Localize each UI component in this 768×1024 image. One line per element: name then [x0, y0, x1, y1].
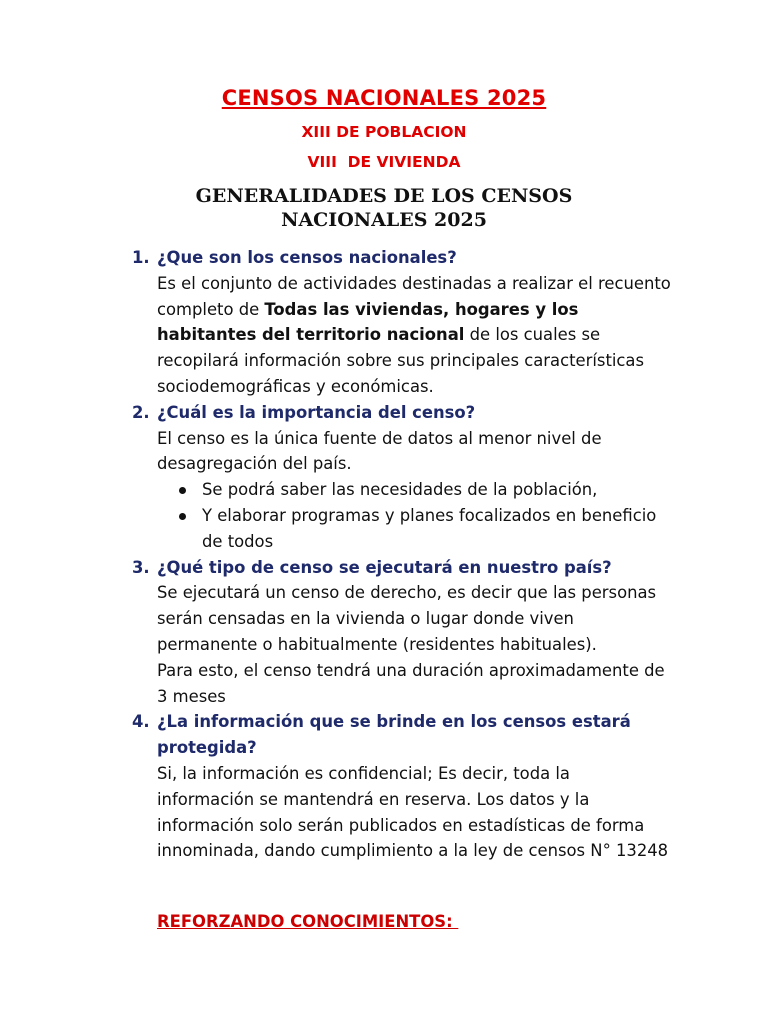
list-item-3 — [132, 555, 672, 710]
list-item-1 — [132, 245, 672, 400]
answer-part: Es el conjunto de actividades destinadas a realizar el recuento completo de — [157, 273, 671, 319]
answer-text — [157, 271, 672, 400]
bullet-text: Se podrá saber las necesidades de la población, — [202, 480, 598, 500]
item-number: 2. — [132, 402, 150, 422]
answer-part: de los cuales se recopilará información sobre sus principales características sociodemográficas y económicas. — [157, 325, 645, 396]
item-number: 4. — [132, 712, 150, 732]
question-text: ¿La información que se brinde en los censos estará protegida? — [157, 712, 631, 758]
bullet-icon — [179, 487, 186, 494]
answer-text-2: Para esto, el censo tendrá una duración aproximadamente de 3 meses — [157, 660, 665, 706]
answer-text: El censo es la única fuente de datos al menor nivel de desagregación del país. — [157, 428, 602, 474]
item-number: 3. — [132, 557, 150, 577]
bullet-item — [157, 503, 672, 555]
document-title: CENSOS NACIONALES 2025 — [221, 86, 547, 110]
list-item-4 — [132, 709, 672, 864]
item-number: 1. — [132, 248, 150, 267]
answer-bold-part: Todas las viviendas, hogares y los habitantes del territorio nacional — [157, 299, 579, 345]
subtitle-vivienda: VIII DE VIVIENDA — [307, 153, 461, 171]
bullet-list — [157, 477, 672, 554]
section-heading — [150, 184, 618, 232]
answer-text: Se ejecutará un censo de derecho, es decir que las personas serán censadas en la vivienda o lugar donde viven permanente o habitualmente (residentes habituales). — [157, 583, 657, 654]
section-heading-line-2: NACIONALES 2025 — [281, 209, 487, 231]
bullet-item — [157, 477, 672, 503]
reinforce-heading: REFORZANDO CONOCIMIENTOS: — [157, 912, 459, 931]
bullet-icon — [179, 513, 186, 520]
question-text: ¿Qué tipo de censo se ejecutará en nuestro país? — [157, 557, 612, 577]
subtitle-poblacion: XIII DE POBLACION — [301, 123, 467, 141]
bullet-text: Y elaborar programas y planes focalizados en beneficio de todos — [202, 505, 657, 551]
answer-text: Si, la información es confidencial; Es decir, toda la información se mantendrá en reserva. Los datos y la información solo serán publicados en estadísticas de forma innominada, dando cumplimiento a la ley de censos N° 13248 — [157, 763, 669, 861]
list-item-2 — [132, 400, 672, 555]
section-heading-line-1: GENERALIDADES DE LOS CENSOS — [195, 185, 573, 207]
question-list — [132, 245, 672, 864]
question-text: ¿Que son los censos nacionales? — [157, 248, 457, 267]
question-text: ¿Cuál es la importancia del censo? — [157, 402, 476, 422]
